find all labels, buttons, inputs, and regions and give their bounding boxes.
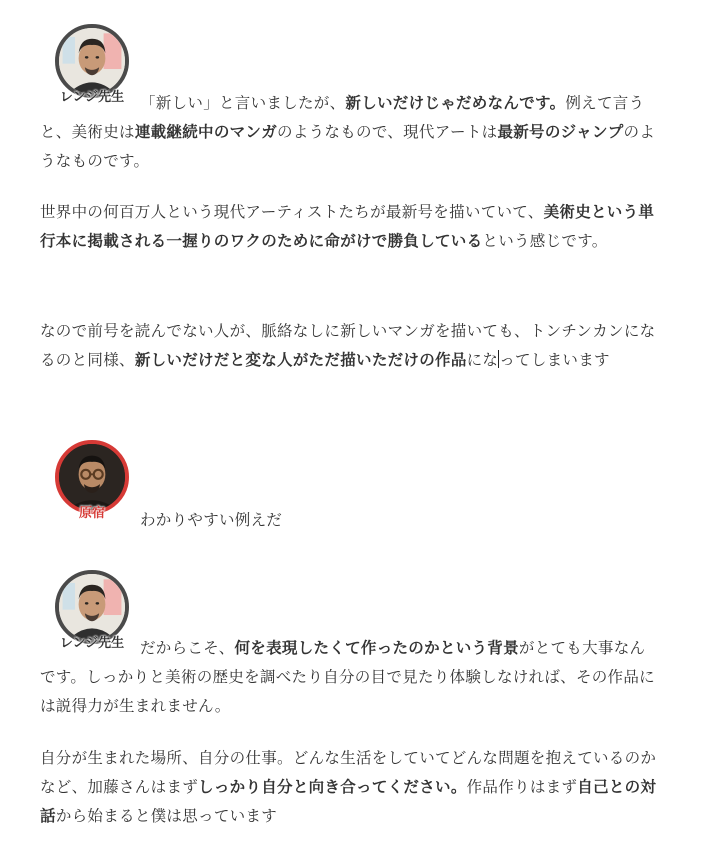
text: という感じです。 — [482, 232, 608, 250]
teacher-avatar — [55, 570, 129, 644]
text: 世界中の何百万人という現代アーティストたちが最新号を描いていて、 — [40, 203, 544, 221]
text: なので前号を読んでない人が、脈絡なしに新しいマンガを描いても、トンチンカンになるのと同様、 — [40, 322, 656, 369]
harajuku-face-icon — [59, 444, 125, 510]
text: わかりやすい例えだ — [140, 511, 283, 529]
text: だからこそ、 — [140, 639, 235, 657]
text: がとても大事なんです。しっかりと美術の歴史を調べたり自分の目で見たり体験しなければ、その作品には説得力が生まれません。 — [40, 639, 655, 715]
text: 作品作りはまず — [466, 778, 578, 796]
speaker-name: レンジ先生 — [59, 90, 125, 105]
text: のようなもので、現代アートは — [277, 123, 498, 141]
bold-text: 美術史という単行本に掲載される一握りのワクのために命がけで勝負している — [40, 203, 655, 250]
text: 「新しい」と言いましたが、 — [140, 94, 346, 112]
bold-text: 最新号のジャンプ — [497, 123, 624, 141]
teacher-face-icon — [59, 574, 125, 640]
bold-text: 自己との対話 — [40, 778, 657, 825]
text: 例えて言うと、美術史は — [40, 94, 645, 141]
paragraph-1 — [40, 89, 660, 176]
bold-text: 新しいだけじゃだめなんです。 — [345, 94, 566, 112]
bold-text: 新しいだけだと変な人がただ描いただけの作品 — [134, 351, 467, 369]
speaker-name: 原宿 — [78, 506, 105, 521]
text: 自分が生まれた場所、自分の仕事。どんな生活をしていてどんな問題を抱えているのかなど、加藤さんはまず — [40, 749, 657, 796]
speaker-name: レンジ先生 — [59, 636, 125, 651]
paragraph-5 — [40, 634, 660, 721]
paragraph-6 — [40, 744, 660, 831]
teacher-avatar — [55, 24, 129, 98]
text: ってしまいます — [499, 351, 610, 369]
bold-text: 何を表現したくて作ったのかという背景 — [234, 639, 519, 657]
paragraph-4 — [140, 506, 660, 535]
bold-text: しっかり自分と向き合ってください。 — [198, 778, 467, 796]
text: から始まると僕は思っています — [55, 807, 278, 825]
speaker-harajuku — [49, 440, 135, 522]
bold-text: 連載継続中のマンガ — [134, 123, 278, 141]
paragraph-3 — [40, 317, 660, 375]
text: のようなものです。 — [40, 123, 656, 170]
text: にな — [466, 351, 499, 369]
teacher-face-icon — [59, 28, 125, 94]
paragraph-2 — [40, 198, 660, 256]
harajuku-avatar — [55, 440, 129, 514]
